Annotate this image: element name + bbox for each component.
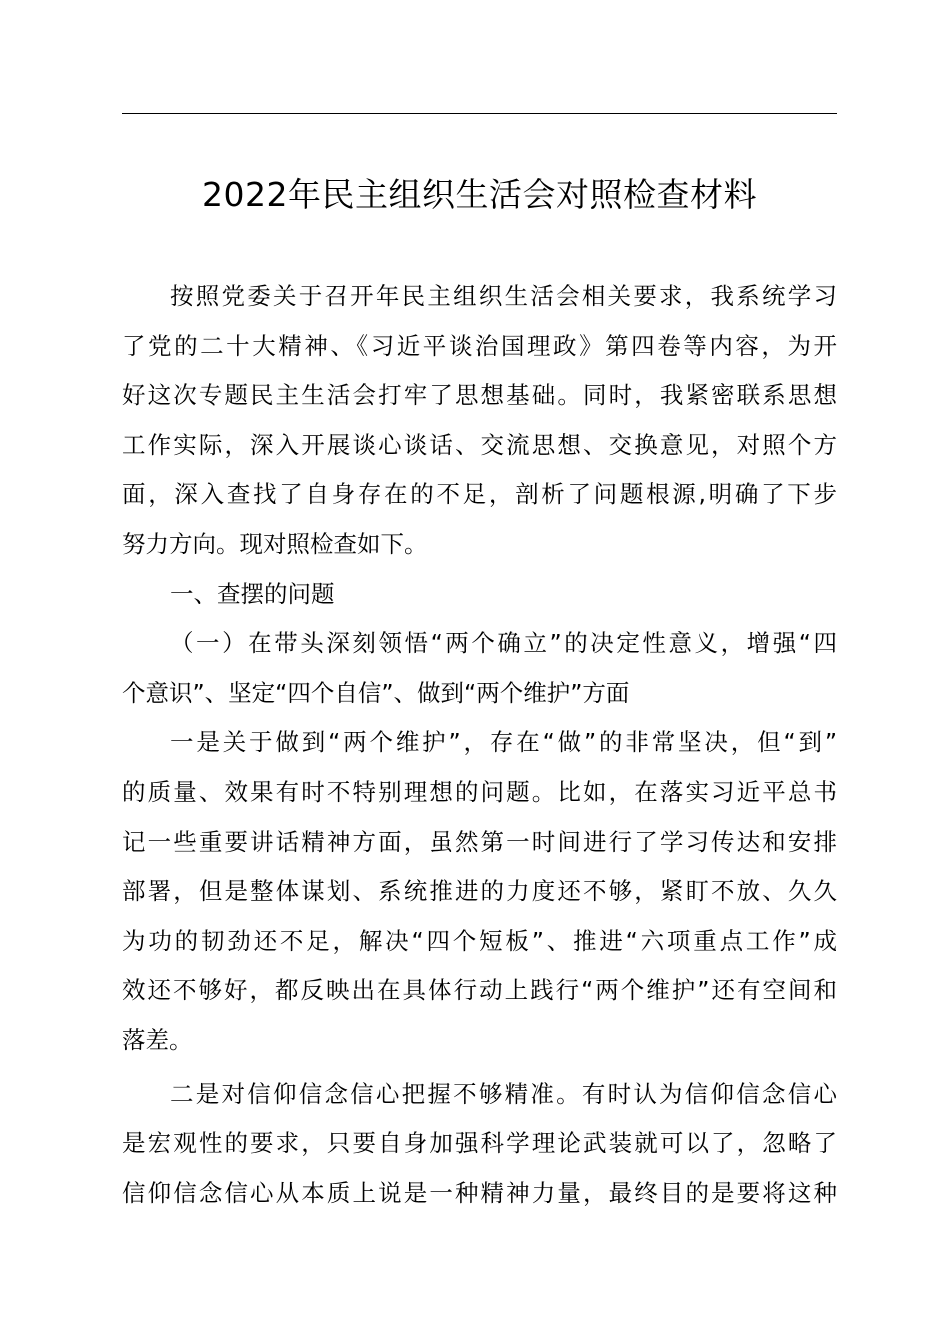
text-line: 为功的韧劲还不足，解决“四个短板”、推进“六项重点工作”成 [122,926,837,955]
text-line: 效还不够好，都反映出在具体行动上践行“两个维护”还有空间和 [122,976,837,1005]
text-line: 了党的二十大精神、《习近平谈治国理政》第四卷等内容，为开 [122,331,837,360]
subsection-heading: 个意识”、坚定“四个自信”、做到“两个维护”方面 [122,678,630,707]
text-line: 是宏观性的要求，只要自身加强科学理论武装就可以了，忽略了 [122,1129,837,1158]
text-line: 落差。 [122,1025,193,1054]
subsection-heading: （一）在带头深刻领悟“两个确立”的决定性意义，增强“四 [170,629,837,658]
text-line: 记一些重要讲话精神方面，虽然第一时间进行了学习传达和安排 [122,827,837,856]
text-line: 面，深入查找了自身存在的不足，剖析了问题根源,明确了下步 [122,480,837,509]
text-line: 努力方向。现对照检查如下。 [122,529,428,558]
text-line: 的质量、效果有时不特别理想的问题。比如，在落实习近平总书 [122,777,837,806]
text-line: 一是关于做到“两个维护”，存在“做”的非常坚决，但“到” [170,728,837,757]
text-line: 按照党委关于召开年民主组织生活会相关要求，我系统学习 [170,282,837,310]
section-heading: 一、查摆的问题 [170,579,335,608]
header-rule [122,113,837,114]
document-body [122,272,837,1218]
text-line: 二是对信仰信念信心把握不够精准。有时认为信仰信念信心 [170,1079,837,1108]
text-line: 信仰信念信心从本质上说是一种精神力量，最终目的是要将这种 [122,1178,837,1207]
document-title: 2022年民主组织生活会对照检查材料 [202,175,757,214]
text-line: 好这次专题民主生活会打牢了思想基础。同时，我紧密联系思想 [122,381,837,410]
text-line: 工作实际，深入开展谈心谈话、交流思想、交换意见，对照个方 [122,430,837,459]
text-line: 部署，但是整体谋划、系统推进的力度还不够，紧盯不放、久久 [122,877,837,906]
